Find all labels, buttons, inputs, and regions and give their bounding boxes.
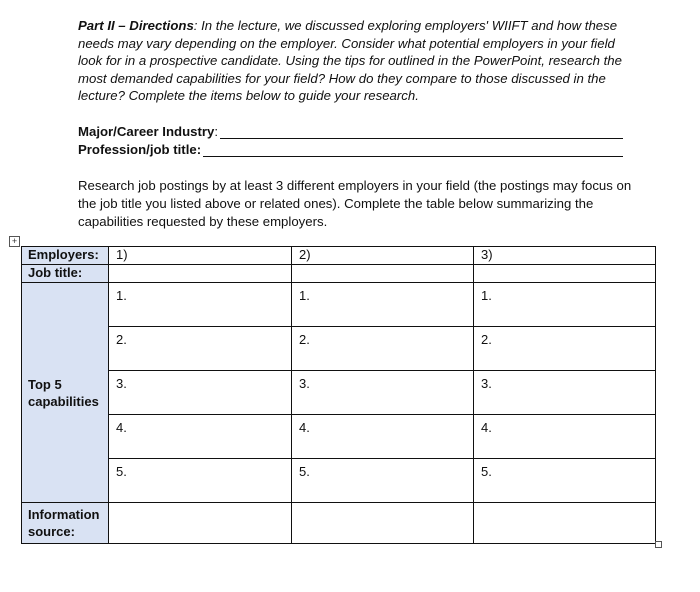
cap-number: 3. <box>299 376 310 391</box>
cap-number: 1. <box>116 288 127 303</box>
cap-number: 3. <box>116 376 127 391</box>
table-row-cap-2 <box>22 327 656 371</box>
info-source-label: Information source: <box>22 503 109 544</box>
table-row-cap-1 <box>22 283 656 327</box>
capabilities-table <box>21 246 656 544</box>
profession-field[interactable] <box>78 142 623 157</box>
table-row-employers <box>22 247 656 265</box>
info-source-cell-2[interactable] <box>292 503 474 544</box>
profession-blank-line[interactable] <box>203 144 623 157</box>
cap-cell[interactable] <box>474 371 656 415</box>
cap-number: 3. <box>481 376 492 391</box>
cap-cell[interactable] <box>292 415 474 459</box>
table-resize-handle-icon[interactable] <box>655 541 662 548</box>
table-row-cap-5 <box>22 459 656 503</box>
major-colon: : <box>214 124 218 139</box>
cap-cell[interactable] <box>474 415 656 459</box>
cap-cell[interactable] <box>474 283 656 327</box>
cap-cell[interactable] <box>474 327 656 371</box>
cap-cell[interactable] <box>292 459 474 503</box>
directions-text: : In the lecture, we discussed exploring employers' WIIFT and how these needs may vary depending on the employer. Consider what potential employers in your field look for in a prospective candidate. Using the tips for outlined in the PowerPoint, research the most demanded capabilities for your field? How do they compare to those discussed in the lecture? Complete the items below to guide your research. <box>78 18 622 104</box>
employer-cell-2[interactable]: 2) <box>292 247 474 265</box>
cap-cell[interactable] <box>109 415 292 459</box>
job-title-cell-3[interactable] <box>474 265 656 283</box>
major-label: Major/Career Industry <box>78 124 215 139</box>
profession-label: Profession/job title: <box>78 142 202 157</box>
cap-number: 2. <box>116 332 127 347</box>
cap-number: 2. <box>481 332 492 347</box>
research-instructions: Research job postings by at least 3 different employers in your field (the postings may focus on the job title you listed above or related ones). Complete the table below summarizing the capabilities requested by these employers. <box>78 178 632 229</box>
table-row-cap-4 <box>22 415 656 459</box>
cap-number: 1. <box>299 288 310 303</box>
cap-cell[interactable] <box>292 283 474 327</box>
table-row-info-source <box>22 503 656 544</box>
cap-number: 5. <box>481 464 492 479</box>
directions-heading: Part II – Directions <box>78 18 194 33</box>
cap-cell[interactable] <box>292 371 474 415</box>
cap-cell[interactable] <box>109 371 292 415</box>
job-title-cell-2[interactable] <box>292 265 474 283</box>
employer-cell-1[interactable]: 1) <box>109 247 292 265</box>
info-source-cell-1[interactable] <box>109 503 292 544</box>
cap-number: 2. <box>299 332 310 347</box>
major-field[interactable] <box>78 124 623 139</box>
info-source-cell-3[interactable] <box>474 503 656 544</box>
employers-label: Employers: <box>22 247 109 265</box>
table-row-job-title <box>22 265 656 283</box>
job-title-cell-1[interactable] <box>109 265 292 283</box>
cap-number: 4. <box>299 420 310 435</box>
cap-number: 5. <box>299 464 310 479</box>
employer-cell-3[interactable]: 3) <box>474 247 656 265</box>
cap-number: 5. <box>116 464 127 479</box>
cap-cell[interactable] <box>109 283 292 327</box>
job-title-label: Job title: <box>22 265 109 283</box>
cap-number: 4. <box>481 420 492 435</box>
major-blank-line[interactable] <box>220 126 623 139</box>
top5-label: Top 5 capabilities <box>22 283 109 503</box>
table-row-cap-3 <box>22 371 656 415</box>
cap-cell[interactable] <box>109 327 292 371</box>
cap-number: 1. <box>481 288 492 303</box>
directions-paragraph <box>78 17 638 105</box>
cap-cell[interactable] <box>474 459 656 503</box>
table-move-handle-icon[interactable]: + <box>9 236 20 247</box>
cap-cell[interactable] <box>109 459 292 503</box>
cap-number: 4. <box>116 420 127 435</box>
cap-cell[interactable] <box>292 327 474 371</box>
